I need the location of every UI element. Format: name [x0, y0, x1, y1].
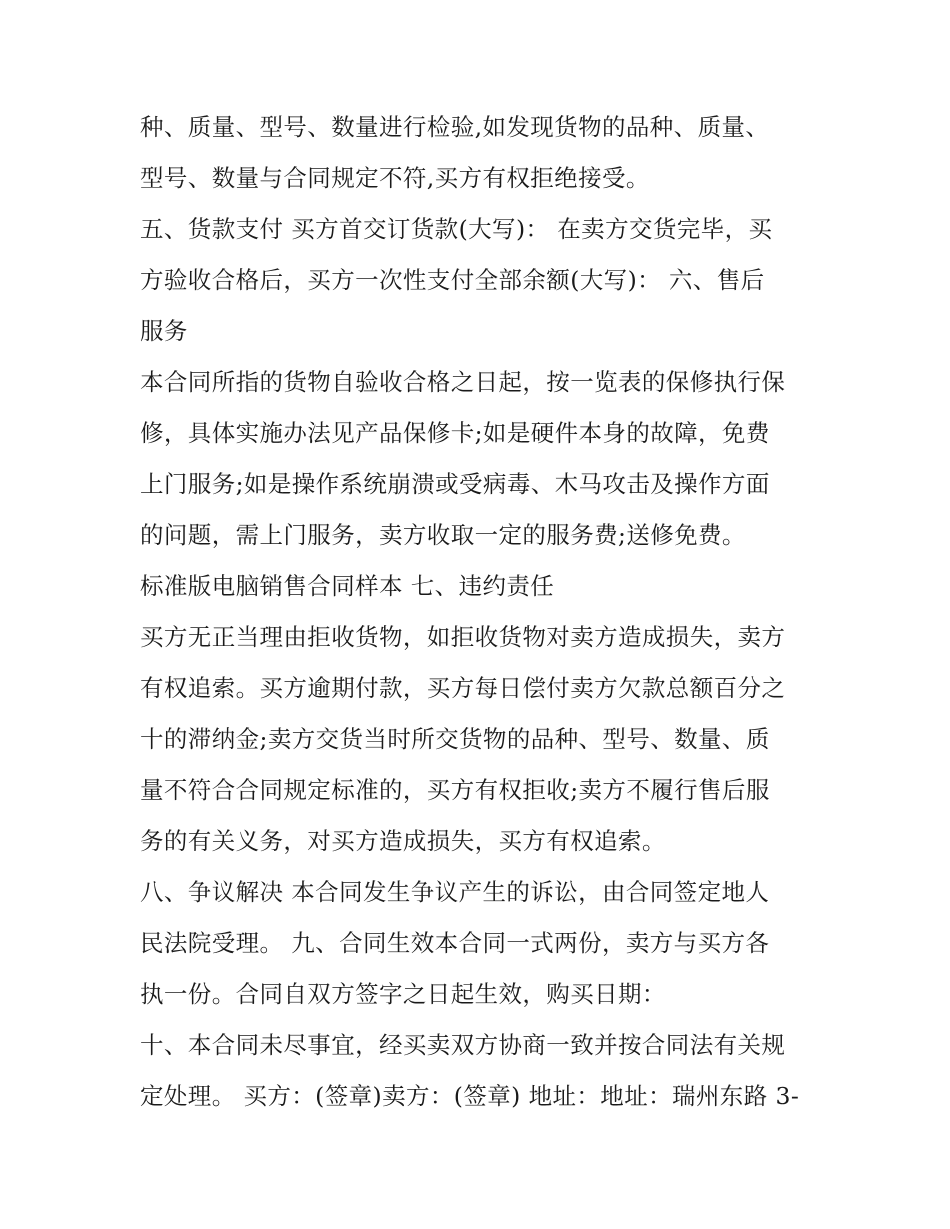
text-line: 民法院受理。 九、合同生效本合同一式两份，卖方与买方各	[140, 929, 770, 957]
section-heading-payment: 五、货款支付 买方首交订货款(大写)： 在卖方交货完毕，买	[140, 215, 773, 243]
section-heading-misc: 十、本合同未尽事宜，经买卖双方协商一致并按合同法有关规	[140, 1031, 786, 1059]
text-line: 有权追索。买方逾期付款，买方每日偿付卖方欠款总额百分之	[140, 674, 786, 702]
text-line: 务的有关义务，对买方造成损失，买方有权追索。	[140, 827, 666, 855]
section-heading-dispute: 八、争议解决 本合同发生争议产生的诉讼，由合同签定地人	[140, 878, 770, 906]
text-line: 十的滞纳金;卖方交货当时所交货物的品种、型号、数量、质	[140, 725, 770, 753]
text-line: 种、质量、型号、数量进行检验,如发现货物的品种、质量、	[140, 113, 770, 141]
text-line: 修，具体实施办法见产品保修卡;如是硬件本身的故障，免费	[140, 419, 770, 447]
text-line: 方验收合格后，买方一次性支付全部余额(大写)： 六、售后	[140, 266, 765, 294]
signature-line: 定处理。 买方：(签章)卖方：(签章) 地址：地址：瑞州东路 3-	[140, 1082, 800, 1110]
text-line: 上门服务;如是操作系统崩溃或受病毒、木马攻击及操作方面	[140, 470, 770, 498]
section-heading-breach: 标准版电脑销售合同样本 七、违约责任	[140, 572, 555, 600]
text-line: 本合同所指的货物自验收合格之日起，按一览表的保修执行保	[140, 368, 786, 396]
contract-text-body	[140, 102, 820, 1122]
text-line: 服务	[140, 317, 188, 345]
text-line: 型号、数量与合同规定不符,买方有权拒绝接受。	[140, 164, 650, 192]
text-line: 买方无正当理由拒收货物，如拒收货物对卖方造成损失，卖方	[140, 623, 786, 651]
text-line: 执一份。合同自双方签字之日起生效，购买日期：	[140, 980, 666, 1008]
text-line: 的问题，需上门服务，卖方收取一定的服务费;送修免费。	[140, 521, 746, 549]
text-line: 量不符合合同规定标准的，买方有权拒收;卖方不履行售后服	[140, 776, 770, 804]
